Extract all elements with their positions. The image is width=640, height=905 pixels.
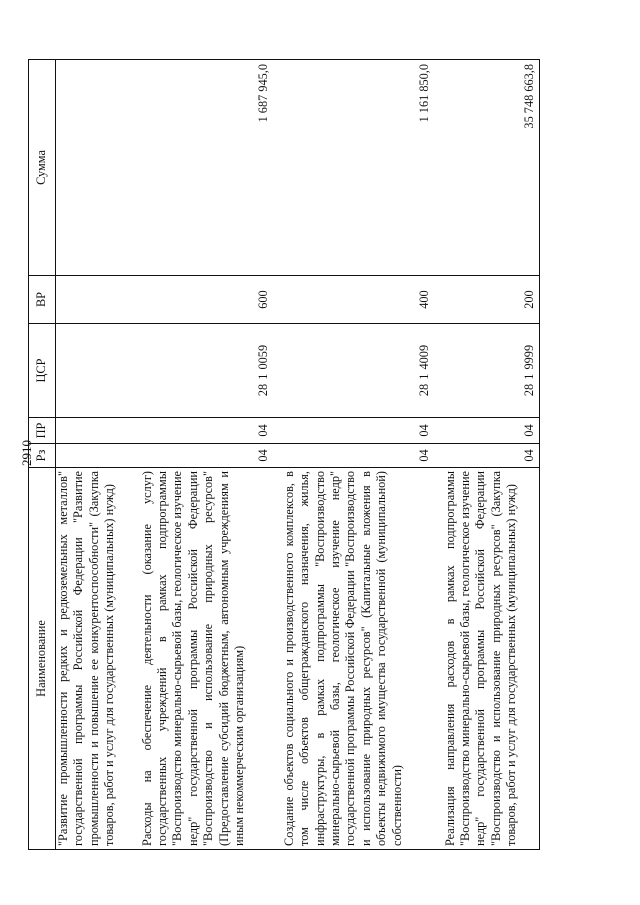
row-vr: 400 bbox=[274, 276, 435, 324]
table-row bbox=[56, 60, 132, 850]
header-csr: ЦСР bbox=[29, 324, 56, 418]
header-vr: ВР bbox=[29, 276, 56, 324]
table-row bbox=[132, 60, 274, 850]
row-pr: 04 bbox=[132, 418, 274, 444]
header-pr: ПР bbox=[29, 418, 56, 444]
page-number: 2910 bbox=[19, 440, 34, 466]
row-name: Создание объектов социального и производственного комплексов, в том числе объектов общегражданского назначения, жилья, инфраструктуры, в рамках подпрограммы "Воспроизводство минерально-сырьевой базы, геологическое изучение недр" государственной программы Российской Федерации "Воспроизводство и использование природных ресурсов" (Капитальные вложения в объекты недвижимого имущества государственной (муниципальной) собственности) bbox=[274, 468, 435, 850]
row-vr: 600 bbox=[132, 276, 274, 324]
row-vr bbox=[56, 276, 132, 324]
header-sum: Сумма bbox=[29, 60, 56, 276]
row-sum bbox=[56, 60, 132, 276]
row-rz bbox=[56, 444, 132, 468]
row-pr: 04 bbox=[435, 418, 540, 444]
table-row bbox=[274, 60, 435, 850]
header-rz: Рз bbox=[29, 444, 56, 468]
row-csr bbox=[56, 324, 132, 418]
table-row bbox=[435, 60, 540, 850]
row-pr: 04 bbox=[274, 418, 435, 444]
table-header-row bbox=[29, 60, 56, 850]
row-rz: 04 bbox=[435, 444, 540, 468]
header-name: Наименование bbox=[29, 468, 56, 850]
budget-table bbox=[28, 59, 540, 850]
row-name: Расходы на обеспечение деятельности (оказание услуг) государственных учреждений в рамках подпрограммы "Воспроизводство минерально-сырьевой базы, геологическое изучение недр" государственной программы Российской Федерации "Воспроизводство и использование природных ресурсов" (Предоставление субсидий бюджетным, автономным учреждениям и иным некоммерческим организациям) bbox=[132, 468, 274, 850]
row-sum: 35 748 663,8 bbox=[435, 60, 540, 276]
row-csr: 28 1 9999 bbox=[435, 324, 540, 418]
row-rz: 04 bbox=[132, 444, 274, 468]
row-sum: 1 161 850,0 bbox=[274, 60, 435, 276]
row-vr: 200 bbox=[435, 276, 540, 324]
row-name: "Развитие промышленности редких и редкоземельных металлов" государственной программы Российской Федерации "Развитие промышленности и повышение ее конкурентоспособности" (Закупка товаров, работ и услуг для государственных (муниципальных) нужд) bbox=[56, 468, 132, 850]
row-rz: 04 bbox=[274, 444, 435, 468]
row-csr: 28 1 4009 bbox=[274, 324, 435, 418]
row-csr: 28 1 0059 bbox=[132, 324, 274, 418]
row-name: Реализация направления расходов в рамках подпрограммы "Воспроизводство минерально-сырьевой базы, геологическое изучение недр" государственной программы Российской Федерации "Воспроизводство и использование природных ресурсов" (Закупка товаров, работ и услуг для государственных (муниципальных) нужд) bbox=[435, 468, 540, 850]
row-pr bbox=[56, 418, 132, 444]
row-sum: 1 687 945,0 bbox=[132, 60, 274, 276]
